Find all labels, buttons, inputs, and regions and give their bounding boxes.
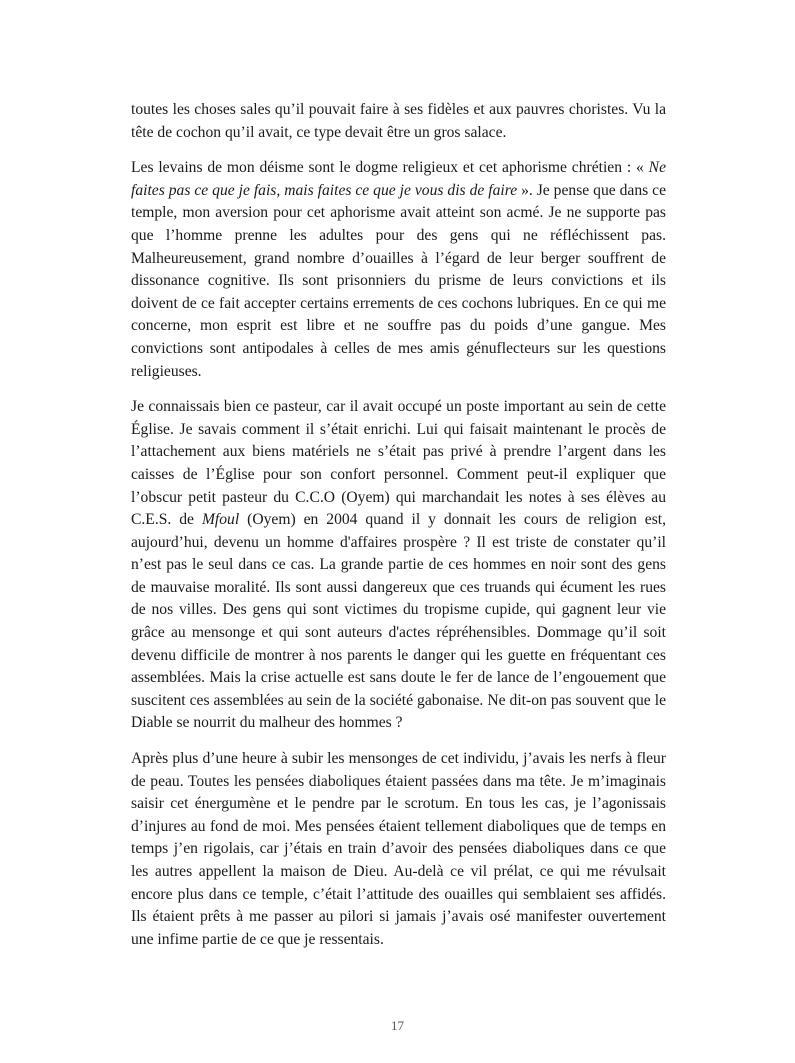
paragraph-3-after: (Oyem) en 2004 quand il y donnait les cours de religion est, aujourd’hui, devenu un homme d'affaires prospère ? Il est triste de constater qu’il n’est pas le seul dans ce cas. La grande partie de ces hommes en noir sont des gens de mauvaise moralité. Ils sont aussi dangereux que ces truands qui écument les rues de nos villes. Des gens qui sont victimes du tropisme cupide, qui gagnent leur vie grâce au mensonge et qui sont auteurs d'actes répréhensibles. Dommage qu’il soit devenu difficile de montrer à nos parents le danger qui les guette en fréquentant ces assemblées. Mais la crise actuelle est sans doute le fer de lance de l’engouement que suscitent ces assemblées au sein de la société gabonaise. Ne dit-on pas souvent que le Diable se nourrit du malheur des hommes ? [131, 511, 666, 732]
place-name-mfoul: Mfoul [201, 511, 240, 529]
paragraph-4-text: Après plus d’une heure à subir les mensonges de cet individu, j’avais les nerfs à fleur de peau. Toutes les pensées diaboliques étaient passées dans ma tête. Je m’imaginais saisir cet énergumène et le pendre par le scrotum. En tous les cas, je l’agonissais d’injures au fond de moi. Mes pensées étaient tellement diaboliques que de temps en temps j’en rigolais, car j’étais en train d’avoir des pensées diaboliques dans ce que les autres appellent la maison de Dieu. Au-delà ce vil prélat, ce qui me révulsait encore plus dans ce temple, c’était l’attitude des ouailles qui semblaient ses affidés. Ils étaient prêts à me passer au pilori si jamais j’avais osé manifester ouvertement une infime partie de ce que je ressentais. [131, 750, 666, 948]
body-text [131, 99, 666, 964]
paragraph-3-before: Je connaissais bien ce pasteur, car il avait occupé un poste important au sein de cette Église. Je savais comment il s’était enrichi. Lui qui faisait maintenant le procès de l’attachement aux biens matériels ne s’était pas privé à prendre l’argent dans les caisses de l’Église pour son confort personnel. Comment peut-il expliquer que l’obscur petit pasteur du C.C.O (Oyem) qui marchandait les notes à ses élèves au C.E.S. de [131, 398, 666, 529]
paragraph-2 [131, 157, 666, 383]
paragraph-2-after: ». Je pense que dans ce temple, mon aversion pour cet aphorisme avait atteint son acmé. Je ne supporte pas que l’homme prenne les adultes pour des gens qui ne réfléchissent pas. Malheureusement, grand nombre d’ouailles à l’égard de leur berger souffrent de dissonance cognitive. Ils sont prisonniers du prisme de leurs convictions et ils doivent de ce fait accepter certains errements de ces cochons lubriques. En ce qui me concerne, mon esprit est libre et ne souffre pas du poids d’une gangue. Mes convictions sont antipodales à celles de mes amis génuflecteurs sur les questions religieuses. [131, 181, 666, 380]
paragraph-1 [131, 99, 666, 144]
paragraph-4 [131, 748, 666, 951]
page-number: 17 [391, 1018, 404, 1033]
paragraph-1-text: toutes les choses sales qu’il pouvait faire à ses fidèles et aux pauvres choristes. Vu la tête de cochon qu’il avait, ce type devait être un gros salace. [131, 101, 666, 141]
paragraph-2-before: Les levains de mon déisme sont le dogme religieux et cet aphorisme chrétien : « [131, 159, 649, 177]
paragraph-3 [131, 396, 666, 735]
aphorism-quote: Ne faites pas ce que je fais, mais faites ce que je vous dis de faire [131, 159, 666, 199]
